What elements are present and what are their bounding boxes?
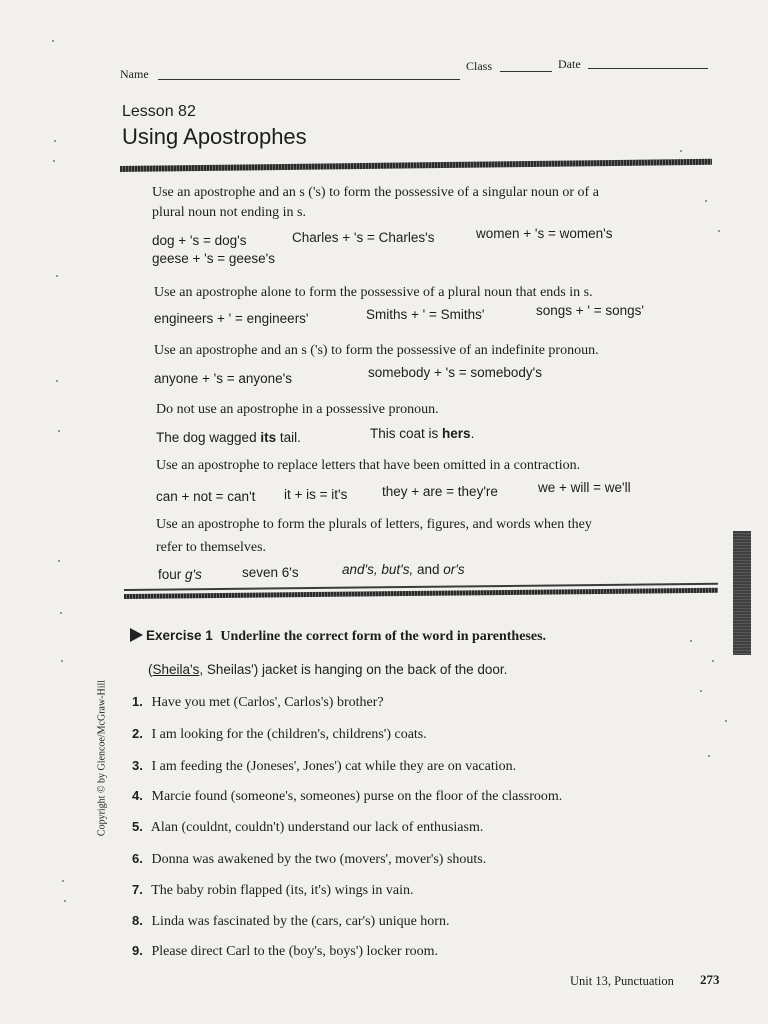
exercise-item[interactable]: 1. Have you met (Carlos', Carlos's) brother? <box>132 694 384 710</box>
rule-6-example-3: and's, but's, and or's <box>342 562 465 577</box>
exercise-heading <box>130 628 546 645</box>
exercise-item[interactable]: 3. I am feeding the (Joneses', Jones') cat while they are on vacation. <box>132 758 517 774</box>
rule-5-example: we + will = we'll <box>538 480 631 495</box>
copyright-notice: Copyright © by Glencoe/McGraw-Hill <box>96 679 108 837</box>
exercise-item[interactable]: 9. Please direct Carl to the (boy's, boys') locker room. <box>132 943 439 959</box>
exercise-item[interactable]: 8. Linda was fascinated by the (cars, car's) unique horn. <box>132 913 450 929</box>
name-label: Name <box>120 67 149 81</box>
page-number: 273 <box>700 972 720 987</box>
rule-5-text: Use an apostrophe to replace letters that have been omitted in a contraction. <box>156 458 581 473</box>
rule-1-text-line-2: plural noun not ending in s. <box>152 205 306 220</box>
exercise-item[interactable]: 2. I am looking for the (children's, childrens') coats. <box>132 726 427 742</box>
rule-4-example-1: The dog wagged its tail. <box>156 430 301 445</box>
rule-6-example-1: four g's <box>158 567 202 582</box>
exercise-item[interactable]: 4. Marcie found (someone's, someones) purse on the floor of the classroom. <box>132 788 563 804</box>
rule-6-example-2: seven 6's <box>242 565 299 580</box>
rule-4-text: Do not use an apostrophe in a possessive pronoun. <box>156 402 439 417</box>
rule-2-example: Smiths + ' = Smiths' <box>366 307 485 322</box>
rule-3-example: somebody + 's = somebody's <box>368 365 542 380</box>
rule-5-example: it + is = it's <box>284 487 348 502</box>
lesson-number: Lesson 82 <box>122 103 196 120</box>
name-field-line[interactable] <box>158 79 460 80</box>
exercise-item[interactable]: 7. The baby robin flapped (its, it's) wings in vain. <box>132 882 414 898</box>
rule-3-text: Use an apostrophe and an s ('s) to form the possessive of an indefinite pronoun. <box>154 343 599 358</box>
rule-1-example: women + 's = women's <box>476 226 613 241</box>
class-label: Class <box>466 59 493 73</box>
sample-answer: Sheila's <box>152 662 200 677</box>
rule-2-example: engineers + ' = engineers' <box>154 311 309 326</box>
class-field-line[interactable] <box>500 71 552 72</box>
rule-1-example: geese + 's = geese's <box>152 251 275 266</box>
exercise-item[interactable]: 6. Donna was awakened by the two (movers', mover's) shouts. <box>132 851 487 867</box>
exercise-label: Exercise 1 <box>146 628 213 643</box>
rule-4-example-2: This coat is hers. <box>370 426 475 441</box>
date-label: Date <box>558 57 581 71</box>
rule-1-example: Charles + 's = Charles's <box>292 230 435 245</box>
rule-2-example: songs + ' = songs' <box>536 303 644 318</box>
lesson-title: Using Apostrophes <box>122 124 307 149</box>
rule-5-example: they + are = they're <box>382 484 498 499</box>
rule-2-text: Use an apostrophe alone to form the possessive of a plural noun that ends in s. <box>154 285 593 300</box>
exercise-sample: (Sheila's, Sheilas') jacket is hanging on the back of the door. <box>148 662 508 677</box>
footer-unit: Unit 13, Punctuation <box>570 974 674 988</box>
rule-6-text-line-1: Use an apostrophe to form the plurals of letters, figures, and words when they <box>156 517 592 532</box>
exercise-item[interactable]: 5. Alan (couldnt, couldn't) understand our lack of enthusiasm. <box>132 819 484 835</box>
sidebar-tab <box>733 531 751 655</box>
arrow-right-icon <box>130 628 143 642</box>
rule-6-text-line-2: refer to themselves. <box>156 540 267 555</box>
rule-5-example: can + not = can't <box>156 489 256 504</box>
exercise-instruction: Underline the correct form of the word in parentheses. <box>220 629 547 644</box>
rule-1-example: dog + 's = dog's <box>152 233 247 248</box>
top-rule <box>120 159 712 172</box>
rule-3-example: anyone + 's = anyone's <box>154 371 293 386</box>
date-field-line[interactable] <box>588 68 708 69</box>
rule-1-text-line-1: Use an apostrophe and an s ('s) to form the possessive of a singular noun or of a <box>152 185 599 200</box>
